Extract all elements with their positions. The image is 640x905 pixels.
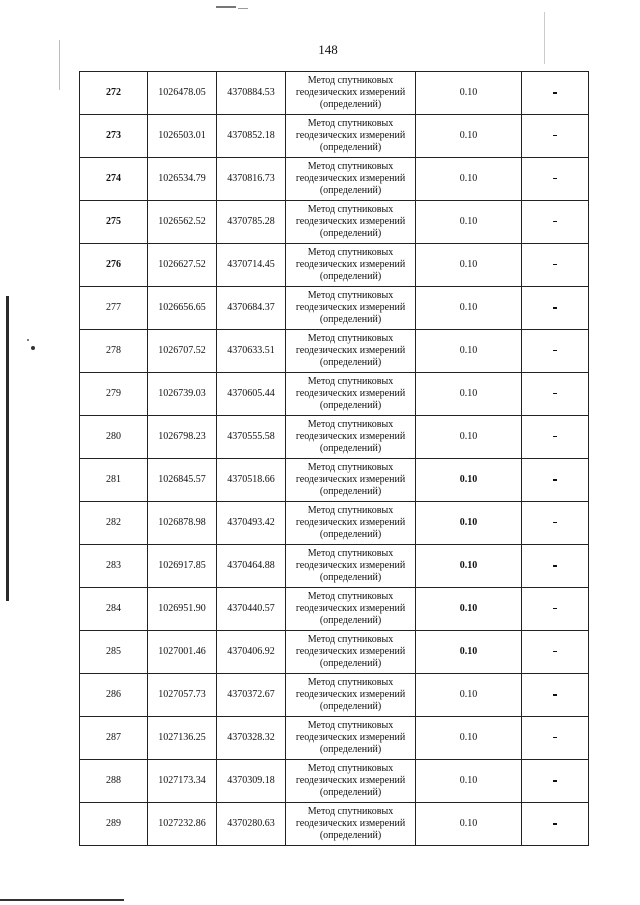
note-cell: [522, 72, 589, 115]
method-line: геодезических измерений: [295, 388, 406, 399]
method-cell: [286, 459, 416, 502]
method-cell: [286, 803, 416, 846]
table-row: [80, 459, 589, 502]
method-line: геодезических измерений: [295, 474, 406, 485]
note-cell: [522, 287, 589, 330]
table-row: [80, 330, 589, 373]
method-line: (определений): [319, 228, 382, 239]
scan-speck: [27, 339, 29, 341]
method-line: Метод спутниковых: [307, 462, 394, 473]
y-coordinate-cell: 4370372.67: [217, 674, 286, 717]
method-cell: [286, 244, 416, 287]
table-row: [80, 760, 589, 803]
table-row: [80, 545, 589, 588]
table-row: [80, 244, 589, 287]
dash-mark: [553, 651, 557, 652]
x-coordinate-cell: 1027057.73: [148, 674, 217, 717]
method-line: (определений): [319, 486, 382, 497]
y-coordinate-cell: 4370280.63: [217, 803, 286, 846]
note-cell: [522, 459, 589, 502]
dash-mark: [553, 264, 557, 265]
y-coordinate-cell: 4370518.66: [217, 459, 286, 502]
method-line: геодезических измерений: [295, 732, 406, 743]
accuracy-cell: 0.10: [416, 459, 522, 502]
accuracy-cell: 0.10: [416, 545, 522, 588]
method-line: (определений): [319, 572, 382, 583]
accuracy-cell: 0.10: [416, 588, 522, 631]
dash-mark: [553, 565, 557, 567]
method-line: геодезических измерений: [295, 517, 406, 528]
method-cell: [286, 158, 416, 201]
note-cell: [522, 115, 589, 158]
accuracy-cell: 0.10: [416, 72, 522, 115]
coordinates-table: [79, 71, 589, 846]
note-cell: [522, 717, 589, 760]
point-number-cell: 285: [80, 631, 148, 674]
table-row: [80, 588, 589, 631]
method-line: геодезических измерений: [295, 431, 406, 442]
method-line: Метод спутниковых: [307, 118, 394, 129]
y-coordinate-cell: 4370785.28: [217, 201, 286, 244]
accuracy-cell: 0.10: [416, 287, 522, 330]
method-line: (определений): [319, 787, 382, 798]
y-coordinate-cell: 4370493.42: [217, 502, 286, 545]
y-coordinate-cell: 4370555.58: [217, 416, 286, 459]
method-cell: [286, 760, 416, 803]
x-coordinate-cell: 1027173.34: [148, 760, 217, 803]
method-line: геодезических измерений: [295, 259, 406, 270]
accuracy-cell: 0.10: [416, 201, 522, 244]
y-coordinate-cell: 4370440.57: [217, 588, 286, 631]
method-line: Метод спутниковых: [307, 677, 394, 688]
point-number-cell: 287: [80, 717, 148, 760]
table-row: [80, 201, 589, 244]
dash-mark: [553, 694, 557, 696]
dash-mark: [553, 737, 557, 738]
method-line: (определений): [319, 357, 382, 368]
method-line: геодезических измерений: [295, 345, 406, 356]
method-line: геодезических измерений: [295, 173, 406, 184]
method-line: Метод спутниковых: [307, 591, 394, 602]
x-coordinate-cell: 1026917.85: [148, 545, 217, 588]
dash-mark: [553, 436, 557, 437]
method-line: (определений): [319, 658, 382, 669]
method-line: геодезических измерений: [295, 689, 406, 700]
method-line: (определений): [319, 185, 382, 196]
y-coordinate-cell: 4370309.18: [217, 760, 286, 803]
dash-mark: [553, 393, 557, 394]
point-number-cell: 281: [80, 459, 148, 502]
method-line: геодезических измерений: [295, 603, 406, 614]
point-number-cell: 279: [80, 373, 148, 416]
dash-mark: [553, 92, 557, 94]
dash-mark: [553, 307, 557, 309]
accuracy-cell: 0.10: [416, 244, 522, 287]
accuracy-cell: 0.10: [416, 631, 522, 674]
table-row: [80, 373, 589, 416]
method-cell: [286, 416, 416, 459]
table-row: [80, 115, 589, 158]
dash-mark: [553, 608, 557, 609]
method-line: (определений): [319, 443, 382, 454]
table-row: [80, 502, 589, 545]
method-line: Метод спутниковых: [307, 204, 394, 215]
method-line: (определений): [319, 744, 382, 755]
accuracy-cell: 0.10: [416, 502, 522, 545]
table-row: [80, 416, 589, 459]
method-cell: [286, 674, 416, 717]
note-cell: [522, 416, 589, 459]
accuracy-cell: 0.10: [416, 674, 522, 717]
table-row: [80, 631, 589, 674]
x-coordinate-cell: 1026845.57: [148, 459, 217, 502]
method-line: геодезических измерений: [295, 302, 406, 313]
method-cell: [286, 115, 416, 158]
point-number-cell: 284: [80, 588, 148, 631]
x-coordinate-cell: 1026878.98: [148, 502, 217, 545]
y-coordinate-cell: 4370714.45: [217, 244, 286, 287]
note-cell: [522, 373, 589, 416]
scan-speck: [216, 6, 236, 8]
point-number-cell: 282: [80, 502, 148, 545]
method-cell: [286, 545, 416, 588]
table-row: [80, 158, 589, 201]
x-coordinate-cell: 1026627.52: [148, 244, 217, 287]
x-coordinate-cell: 1026562.52: [148, 201, 217, 244]
accuracy-cell: 0.10: [416, 717, 522, 760]
accuracy-cell: 0.10: [416, 158, 522, 201]
point-number-cell: 273: [80, 115, 148, 158]
x-coordinate-cell: 1026656.65: [148, 287, 217, 330]
method-line: геодезических измерений: [295, 646, 406, 657]
method-cell: [286, 717, 416, 760]
point-number-cell: 275: [80, 201, 148, 244]
note-cell: [522, 158, 589, 201]
method-cell: [286, 72, 416, 115]
dash-mark: [553, 823, 557, 825]
method-line: Метод спутниковых: [307, 806, 394, 817]
method-line: Метод спутниковых: [307, 720, 394, 731]
method-cell: [286, 588, 416, 631]
method-line: Метод спутниковых: [307, 419, 394, 430]
method-line: (определений): [319, 529, 382, 540]
point-number-cell: 288: [80, 760, 148, 803]
note-cell: [522, 545, 589, 588]
scan-edge-mark: [0, 899, 124, 901]
method-line: (определений): [319, 271, 382, 282]
coordinates-table-body: [80, 72, 589, 846]
dash-mark: [553, 135, 557, 136]
accuracy-cell: 0.10: [416, 416, 522, 459]
x-coordinate-cell: 1026534.79: [148, 158, 217, 201]
method-line: (определений): [319, 615, 382, 626]
method-line: геодезических измерений: [295, 775, 406, 786]
accuracy-cell: 0.10: [416, 373, 522, 416]
method-line: Метод спутниковых: [307, 333, 394, 344]
dash-mark: [553, 178, 557, 179]
x-coordinate-cell: 1026478.05: [148, 72, 217, 115]
method-line: Метод спутниковых: [307, 634, 394, 645]
y-coordinate-cell: 4370684.37: [217, 287, 286, 330]
point-number-cell: 283: [80, 545, 148, 588]
method-line: (определений): [319, 400, 382, 411]
x-coordinate-cell: 1026707.52: [148, 330, 217, 373]
y-coordinate-cell: 4370884.53: [217, 72, 286, 115]
method-cell: [286, 373, 416, 416]
accuracy-cell: 0.10: [416, 330, 522, 373]
x-coordinate-cell: 1027001.46: [148, 631, 217, 674]
point-number-cell: 272: [80, 72, 148, 115]
point-number-cell: 274: [80, 158, 148, 201]
method-line: (определений): [319, 142, 382, 153]
point-number-cell: 276: [80, 244, 148, 287]
method-line: (определений): [319, 701, 382, 712]
note-cell: [522, 760, 589, 803]
point-number-cell: 278: [80, 330, 148, 373]
y-coordinate-cell: 4370328.32: [217, 717, 286, 760]
dash-mark: [553, 522, 557, 523]
x-coordinate-cell: 1026503.01: [148, 115, 217, 158]
method-line: (определений): [319, 830, 382, 841]
dash-mark: [553, 221, 557, 222]
method-line: Метод спутниковых: [307, 505, 394, 516]
scan-speck: [238, 8, 248, 9]
x-coordinate-cell: 1026951.90: [148, 588, 217, 631]
note-cell: [522, 330, 589, 373]
accuracy-cell: 0.10: [416, 115, 522, 158]
y-coordinate-cell: 4370406.92: [217, 631, 286, 674]
method-line: геодезических измерений: [295, 560, 406, 571]
method-line: Метод спутниковых: [307, 290, 394, 301]
note-cell: [522, 631, 589, 674]
accuracy-cell: 0.10: [416, 760, 522, 803]
table-row: [80, 287, 589, 330]
method-line: Метод спутниковых: [307, 247, 394, 258]
method-cell: [286, 502, 416, 545]
note-cell: [522, 244, 589, 287]
x-coordinate-cell: 1027232.86: [148, 803, 217, 846]
note-cell: [522, 201, 589, 244]
y-coordinate-cell: 4370633.51: [217, 330, 286, 373]
note-cell: [522, 502, 589, 545]
y-coordinate-cell: 4370816.73: [217, 158, 286, 201]
note-cell: [522, 588, 589, 631]
method-line: геодезических измерений: [295, 216, 406, 227]
dash-mark: [553, 780, 557, 782]
method-cell: [286, 201, 416, 244]
x-coordinate-cell: 1026739.03: [148, 373, 217, 416]
dash-mark: [553, 350, 557, 351]
table-row: [80, 803, 589, 846]
table-row: [80, 72, 589, 115]
page-number: 148: [318, 42, 338, 57]
method-line: Метод спутниковых: [307, 75, 394, 86]
method-line: (определений): [319, 314, 382, 325]
method-line: геодезических измерений: [295, 818, 406, 829]
point-number-cell: 280: [80, 416, 148, 459]
method-cell: [286, 330, 416, 373]
accuracy-cell: 0.10: [416, 803, 522, 846]
scan-speck: [31, 346, 35, 350]
point-number-cell: 286: [80, 674, 148, 717]
method-cell: [286, 631, 416, 674]
method-line: (определений): [319, 99, 382, 110]
note-cell: [522, 674, 589, 717]
x-coordinate-cell: 1027136.25: [148, 717, 217, 760]
method-line: Метод спутниковых: [307, 763, 394, 774]
method-line: Метод спутниковых: [307, 161, 394, 172]
table-row: [80, 717, 589, 760]
x-coordinate-cell: 1026798.23: [148, 416, 217, 459]
y-coordinate-cell: 4370464.88: [217, 545, 286, 588]
method-line: Метод спутниковых: [307, 548, 394, 559]
table-row: [80, 674, 589, 717]
y-coordinate-cell: 4370605.44: [217, 373, 286, 416]
method-line: геодезических измерений: [295, 87, 406, 98]
scan-edge-mark: [6, 296, 9, 601]
method-line: Метод спутниковых: [307, 376, 394, 387]
point-number-cell: 289: [80, 803, 148, 846]
method-line: геодезических измерений: [295, 130, 406, 141]
dash-mark: [553, 479, 557, 481]
point-number-cell: 277: [80, 287, 148, 330]
y-coordinate-cell: 4370852.18: [217, 115, 286, 158]
method-cell: [286, 287, 416, 330]
note-cell: [522, 803, 589, 846]
